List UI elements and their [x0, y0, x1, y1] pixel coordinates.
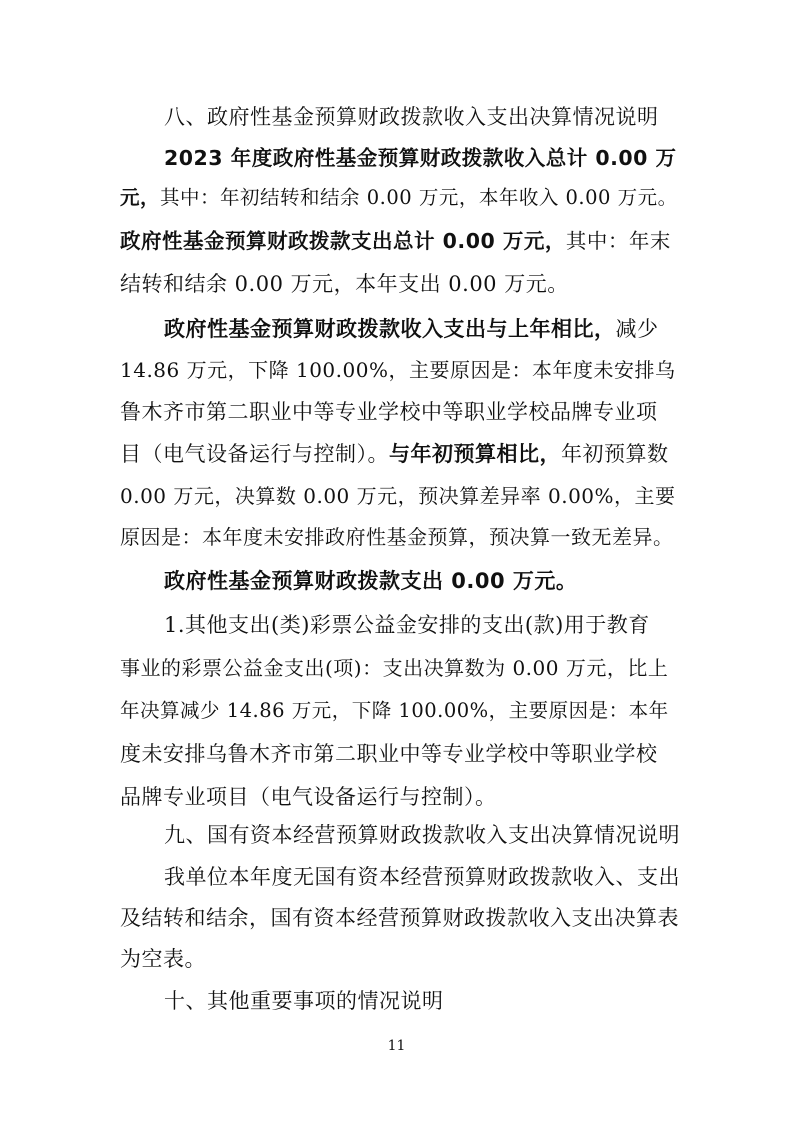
section-9-p1-line2: 及结转和结余，国有资本经营预算财政拨款收入支出决算表 [120, 906, 679, 930]
section-9-heading: 九、国有资本经营预算财政拨款收入支出决算情况说明 [164, 823, 680, 847]
section-8-p3: 政府性基金预算财政拨款支出 0.00 万元。 [164, 569, 578, 593]
section-8-p2-line4-bold: 与年初预算相比， [389, 442, 561, 466]
section-8-p4-line5: 品牌专业项目（电气设备运行与控制）。 [120, 785, 497, 809]
section-8-p1-line1: 2023 年度政府性基金预算财政拨款收入总计 0.00 万 [164, 146, 677, 170]
section-8-p4-line4: 度未安排乌鲁木齐市第二职业中等专业学校中等职业学校 [120, 742, 658, 766]
section-8-p2-line5: 0.00 万元，决算数 0.00 万元，预决算差异率 0.00%，主要 [120, 484, 676, 508]
section-8-heading: 八、政府性基金预算财政拨款收入支出决算情况说明 [164, 105, 659, 129]
section-8-p1-line3 [120, 226, 671, 256]
section-8-p1-line2-rest: 其中：年初结转和结余 0.00 万元，本年收入 0.00 万元。 [160, 186, 678, 209]
section-8-p2-line1 [164, 314, 659, 344]
section-10-heading: 十、其他重要事项的情况说明 [164, 989, 444, 1013]
section-8-p4-line1: 1.其他支出(类)彩票公益金安排的支出(款)用于教育 [164, 613, 650, 637]
section-8-p1-line2-bold: 元， [120, 186, 161, 209]
section-8-p1-line4: 结转和结余 0.00 万元，本年支出 0.00 万元。 [120, 272, 569, 296]
page-number: 11 [387, 1038, 406, 1054]
section-8-p1-line3-bold: 政府性基金预算财政拨款支出总计 0.00 万元， [120, 229, 566, 253]
section-8-p2-line4 [120, 439, 669, 469]
section-8-p1-line2 [120, 183, 678, 213]
section-8-p2-line4-a: 目（电气设备运行与控制）。 [120, 442, 389, 466]
section-9-p1-line1: 我单位本年度无国有资本经营预算财政拨款收入、支出 [164, 865, 680, 889]
section-9-p1-line3: 为空表。 [120, 947, 206, 971]
section-8-p2-line6: 原因是：本年度未安排政府性基金预算，预决算一致无差异。 [120, 525, 674, 549]
section-8-p4-line3: 年决算减少 14.86 万元，下降 100.00%，主要原因是：本年 [120, 699, 669, 722]
section-8-p2-line1-rest: 减少 [615, 317, 659, 341]
section-8-p2-line2: 14.86 万元，下降 100.00%，主要原因是：本年度未安排乌 [120, 358, 676, 382]
section-8-p1-line3-rest: 其中：年末 [565, 229, 671, 253]
section-8-p4-line2: 事业的彩票公益金支出(项)：支出决算数为 0.00 万元，比上 [120, 656, 669, 680]
section-8-p2-line3: 鲁木齐市第二职业中等专业学校中等职业学校品牌专业项 [120, 400, 658, 424]
section-8-p2-line1-bold: 政府性基金预算财政拨款收入支出与上年相比， [164, 317, 616, 341]
section-8-p2-line4-b: 年初预算数 [561, 442, 669, 466]
